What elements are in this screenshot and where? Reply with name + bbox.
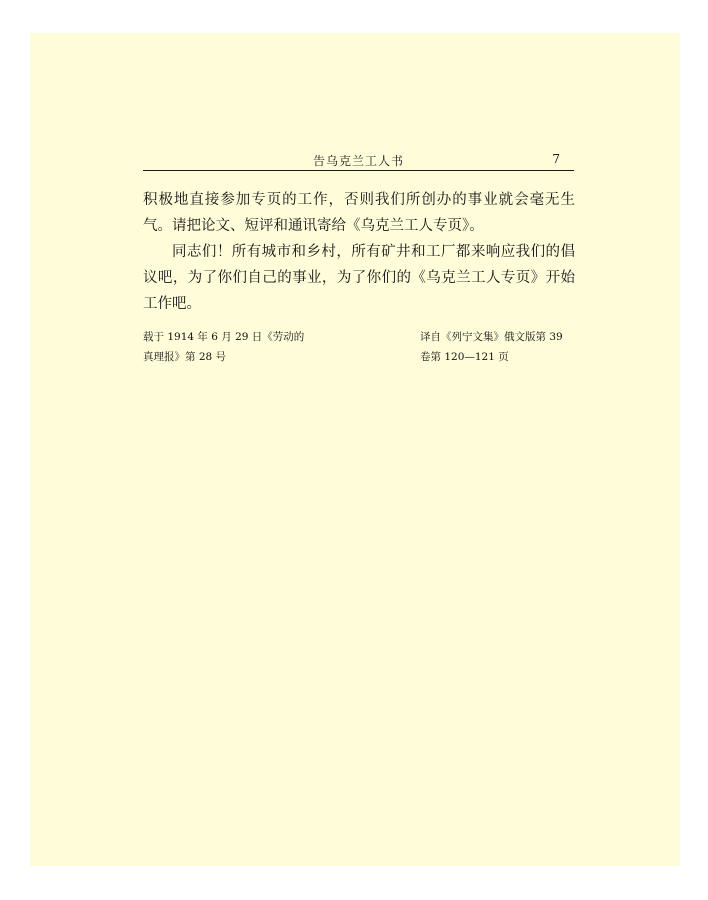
paragraph-2: 同志们！所有城市和乡村，所有矿井和工厂都来响应我们的倡议吧，为了你们自己的事业，为了你们的《乌克兰工人专页》开始工作吧。 [143, 244, 575, 312]
source-note-line-1: 载于 1914 年 6 月 29 日《劳动的 [143, 331, 305, 343]
page-header [143, 150, 574, 171]
body-text [143, 187, 575, 317]
running-title: 告乌克兰工人书 [312, 154, 404, 168]
translation-note-line-2: 卷第 120—121 页 [420, 351, 509, 363]
source-note-line-2: 真理报》第 28 号 [143, 351, 227, 363]
translation-note-line-1: 译自《列宁文集》俄文版第 39 [420, 331, 563, 343]
source-note [143, 327, 333, 367]
translation-note [420, 327, 578, 367]
paragraph-1: 积极地直接参加专页的工作，否则我们所创办的事业就会毫无生气。请把论文、短评和通讯寄给《乌克兰工人专页》。 [143, 192, 575, 234]
page-number: 7 [552, 152, 560, 166]
